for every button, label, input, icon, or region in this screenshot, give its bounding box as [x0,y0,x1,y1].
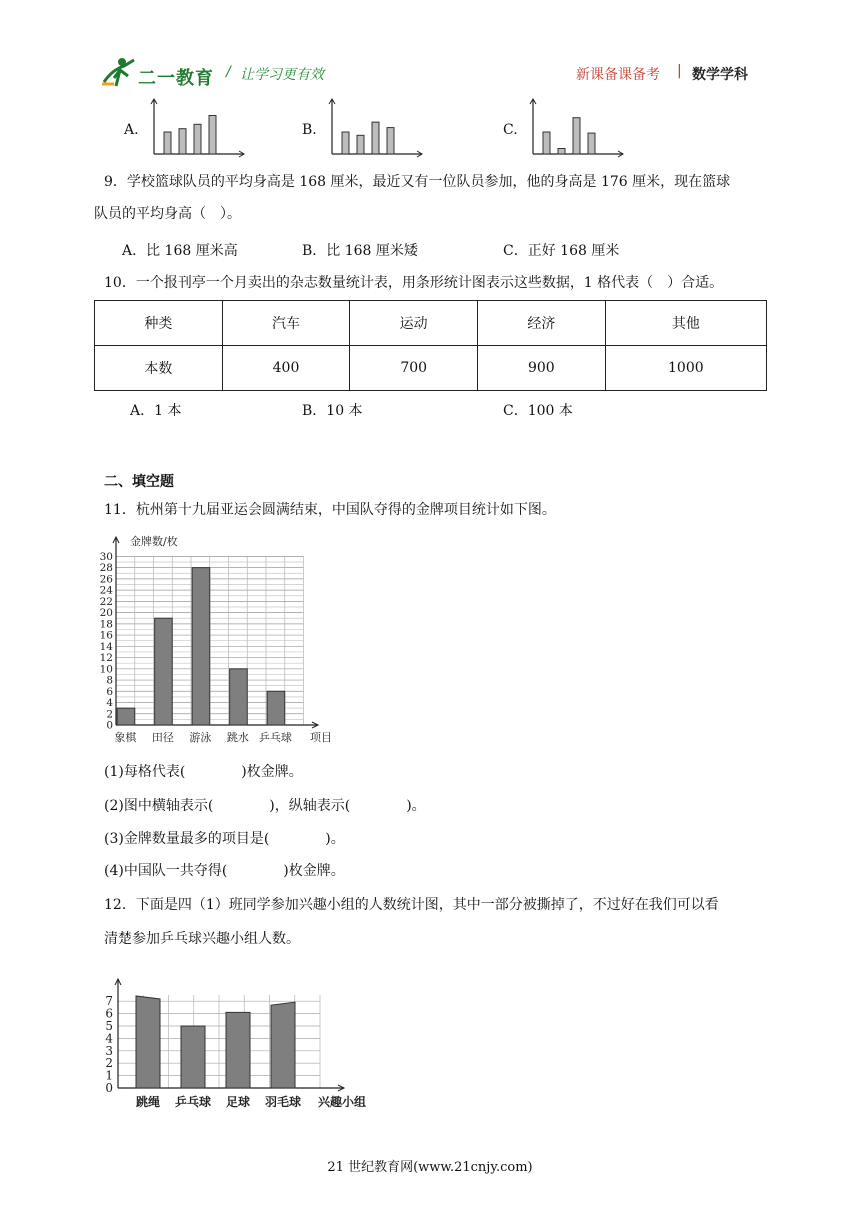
bar [573,118,580,154]
table-cell: 种类 [95,301,223,346]
slogan-slash: / [226,64,231,80]
table-header-row [95,301,767,346]
bar [372,122,379,154]
q9-option-a[interactable]: A．比 168 厘米高 [122,243,238,259]
y-tick-label: 22 [99,595,113,608]
bar [558,149,565,155]
bar [271,1002,295,1088]
y-tick-label: 2 [106,708,113,721]
bar [155,618,173,725]
x-axis-label: 兴趣小组 [318,1095,367,1109]
x-tick-label: 游泳 [189,731,212,744]
q8-mini-chart[interactable] [326,98,426,158]
y-tick-label: 12 [99,652,113,665]
section-title: 二、填空题 [104,474,174,490]
y-tick-label: 7 [105,994,113,1009]
bar [342,132,349,154]
logo-text: 二一教育 [138,68,214,89]
y-tick-label: 26 [99,573,113,586]
bar [230,669,248,725]
q12-line1: 12．下面是四（1）班同学参加兴趣小组的人数统计图，其中一部分被撕掉了，不过好在我们可以看 [104,897,719,913]
q11-sub3: (3)金牌数量最多的项目是( )。 [104,831,345,847]
y-tick-label: 24 [99,584,113,597]
logo-runner-icon [100,56,136,88]
x-tick-label: 跳水 [226,731,249,744]
bar [357,135,364,154]
x-tick-label: 乒乓球 [258,731,292,744]
bar [192,568,210,725]
y-tick-label: 10 [99,663,113,676]
bar [226,1012,250,1088]
x-tick-label: 乒乓球 [174,1095,212,1109]
q10-option-a[interactable]: A．1 本 [130,403,182,419]
q10-option-b[interactable]: B．10 本 [302,403,363,419]
y-tick-label: 20 [99,607,113,620]
q11-sub4: (4)中国队一共夺得( )枚金牌。 [104,863,345,879]
y-tick-label: 16 [99,629,113,642]
slogan: 让学习更有效 [240,67,324,83]
q9-option-c[interactable]: C．正好 168 厘米 [503,243,620,259]
bar [136,996,160,1088]
bar [181,1026,205,1088]
table-row [95,346,767,391]
y-tick-label: 2 [105,1056,113,1071]
table-cell: 经济 [478,301,606,346]
q12-line2: 清楚参加乒乓球兴趣小组人数。 [104,931,300,947]
y-tick-label: 28 [99,562,113,575]
bar [179,129,186,154]
header-separator: | [677,63,682,79]
table-cell: 汽车 [222,301,350,346]
bar [588,133,595,154]
q9-line1: 9．学校篮球队员的平均身高是 168 厘米，最近又有一位队员参加，他的身高是 176 厘米，现在篮球 [104,174,731,190]
y-axis-label: 金牌数/枚 [130,535,178,548]
bar [194,124,201,154]
x-tick-label: 足球 [225,1095,251,1109]
table-cell: 900 [478,346,606,391]
q10-text: 10．一个报刊亭一个月卖出的杂志数量统计表，用条形统计图表示这些数据，1 格代表（ ）合适。 [104,275,724,291]
y-tick-label: 0 [105,1081,113,1095]
y-tick-label: 6 [105,1006,113,1021]
q10-table [94,300,767,391]
y-tick-label: 4 [106,697,113,710]
y-tick-label: 18 [99,618,113,631]
x-tick-label: 羽毛球 [264,1095,302,1109]
y-tick-label: 14 [99,640,113,653]
bar [164,132,171,154]
q11-sub1: (1)每格代表( )枚金牌。 [104,764,303,780]
y-tick-label: 4 [105,1031,113,1046]
table-cell: 其他 [605,301,766,346]
y-tick-label: 5 [105,1019,113,1033]
y-tick-label: 6 [106,685,113,698]
q9-line2: 队员的平均身高（ ）。 [94,206,241,222]
q8-option-label[interactable]: B. [302,122,317,138]
y-tick-label: 30 [99,550,113,563]
footer: 21 世纪教育网(www.21cnjy.com) [327,1160,533,1175]
q11-sub2: (2)图中横轴表示( )，纵轴表示( )。 [104,798,426,814]
header [0,50,860,100]
table-cell: 700 [350,346,478,391]
q9-option-b[interactable]: B．比 168 厘米矮 [302,243,418,259]
y-tick-label: 3 [105,1043,113,1058]
bar [543,132,550,154]
table-cell: 运动 [350,301,478,346]
q8-mini-chart[interactable] [148,98,248,158]
bar [267,691,285,725]
bar [387,128,394,154]
bar [209,116,216,155]
bar [117,708,135,725]
table-cell: 1000 [605,346,766,391]
q8-option-label[interactable]: A. [124,122,139,138]
x-tick-label: 象棋 [114,731,137,744]
x-axis-label: 项目 [310,731,332,744]
header-subject: 数学学科 [692,67,748,83]
y-tick-label: 8 [106,674,113,687]
table-cell: 400 [222,346,350,391]
gold-medal-bar-chart [96,532,346,747]
q11-text: 11．杭州第十九届亚运会圆满结束，中国队夺得的金牌项目统计如下图。 [104,502,556,518]
q8-mini-chart[interactable] [527,98,627,158]
table-cell: 本数 [95,346,223,391]
interest-group-bar-chart [96,975,386,1115]
x-tick-label: 跳绳 [135,1095,161,1109]
q10-option-c[interactable]: C．100 本 [503,403,573,419]
x-tick-label: 田径 [151,731,174,744]
header-right-label: 新课备课备考 [576,67,660,83]
q8-option-label[interactable]: C. [503,122,518,138]
y-tick-label: 0 [106,719,113,732]
y-tick-label: 1 [105,1068,113,1083]
